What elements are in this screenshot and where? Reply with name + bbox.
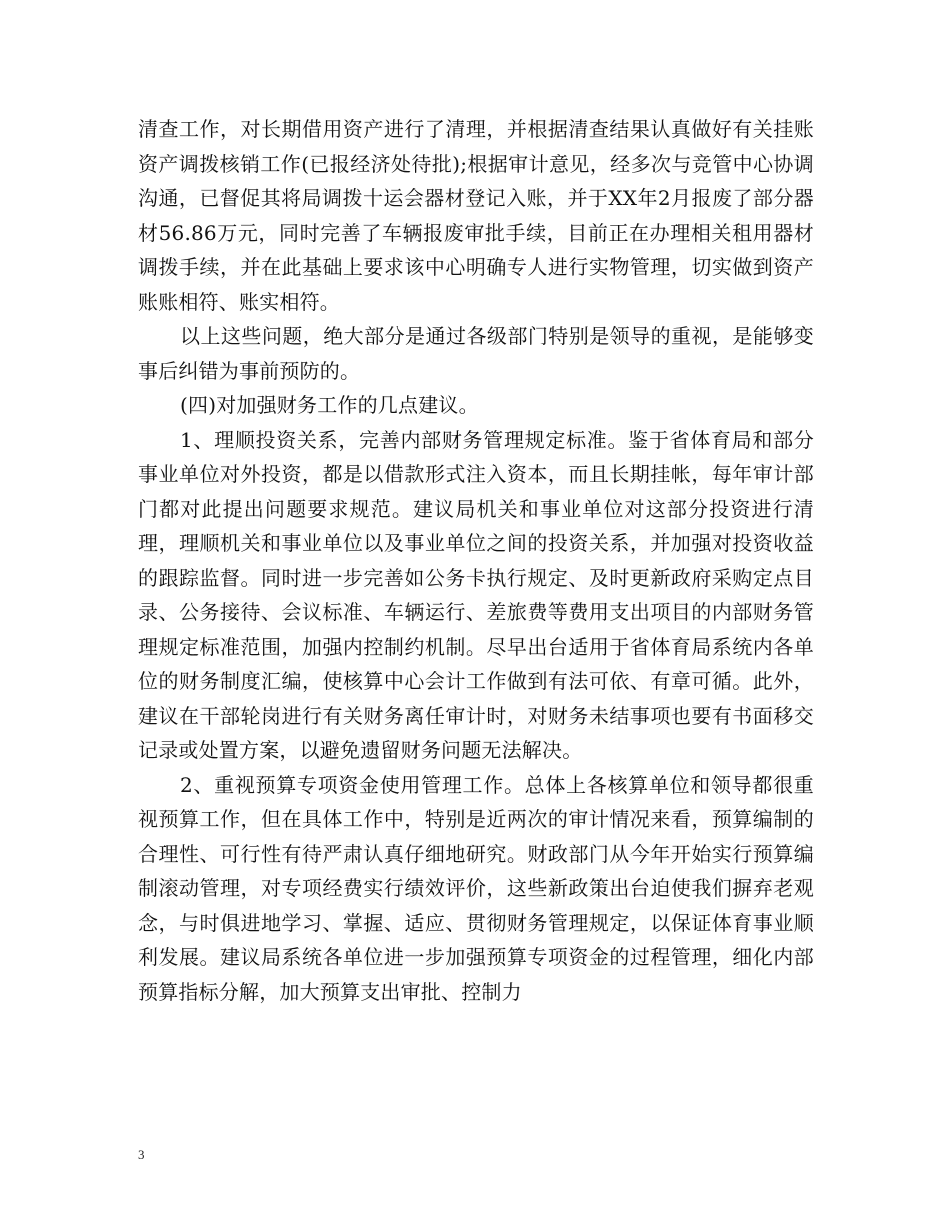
document-body [138,112,814,1009]
paragraph-problems-summary: 以上这些问题，绝大部分是通过各级部门特别是领导的重视，是能够变事后纠错为事前预防的。 [138,324,814,383]
paragraph-suggestion-1: 1、理顺投资关系，完善内部财务管理规定标准。鉴于省体育局和部分事业单位对外投资，都是以借款形式注入资本，而且长期挂帐，每年审计部门都对此提出问题要求规范。建议局机关和事业单位对这部分投资进行清理，理顺机关和事业单位以及事业单位之间的投资关系，并加强对投资收益的跟踪监督。同时进一步完善如公务卡执行规定、及时更新政府采购定点目录、公务接待、会议标准、车辆运行、差旅费等费用支出项目的内部财务管理规定标准范围，加强内控制约机制。尽早出台适用于省体育局系统内各单位的财务制度汇编，使核算中心会计工作做到有法可依、有章可循。此外，建议在干部轮岗进行有关财务离任审计时，对财务未结事项也要有书面移交记录或处置方案，以避免遗留财务问题无法解决。 [138,427,814,762]
page-number: 3 [138,1147,145,1162]
paragraph-suggestion-2: 2、重视预算专项资金使用管理工作。总体上各核算单位和领导都很重视预算工作，但在具体工作中，特别是近两次的审计情况来看，预算编制的合理性、可行性有待严肃认真仔细地研究。财政部门从今年开始实行预算编制滚动管理，对专项经费实行绩效评价，这些新政策出台迫使我们摒弃老观念，与时俱进地学习、掌握、适应、贯彻财务管理规定，以保证体育事业顺利发展。建议局系统各单位进一步加强预算专项资金的过程管理，细化内部预算指标分解，加大预算支出审批、控制力 [138,772,814,1004]
paragraph-asset-cleanup: 清查工作，对长期借用资产进行了清理，并根据清查结果认真做好有关挂账资产调拨核销工作(已报经济处待批);根据审计意见，经多次与竞管中心协调沟通，已督促其将局调拨十运会器材登记入账，并于XX年2月报废了部分器材56.86万元，同时完善了车辆报废审批手续，目前正在办理相关租用器材调拨手续，并在此基础上要求该中心明确专人进行实物管理，切实做到资产账账相符、账实相符。 [138,117,814,314]
section-heading-suggestions: (四)对加强财务工作的几点建议。 [180,393,479,417]
